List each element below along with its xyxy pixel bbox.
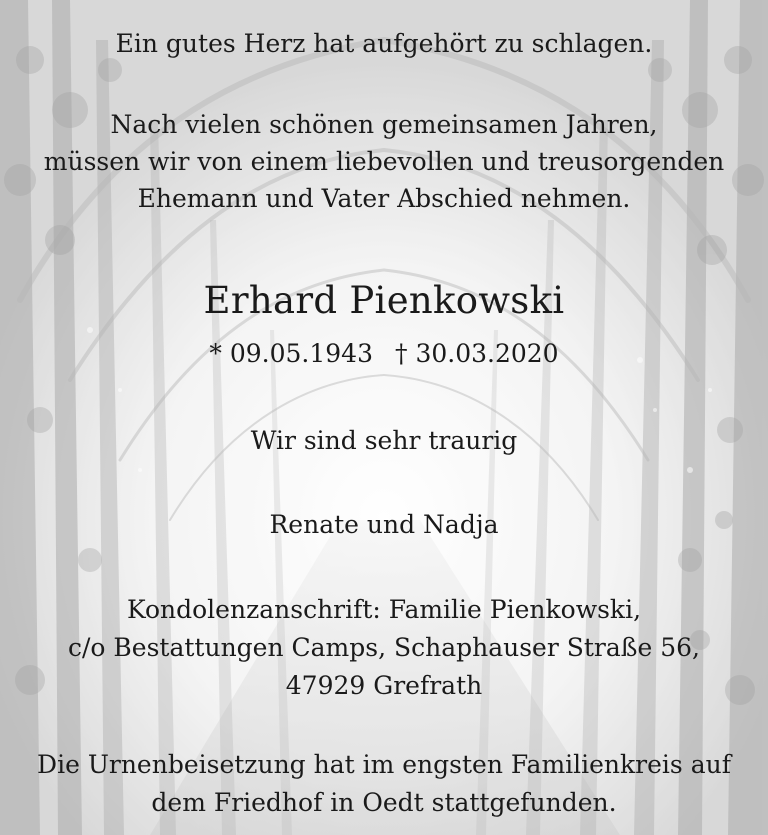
sentiment-line: Wir sind sehr traurig (250, 426, 518, 455)
birth-date: * 09.05.1943 (209, 339, 373, 368)
life-dates (0, 339, 768, 369)
opening-line: Ein gutes Herz hat aufgehört zu schlagen. (115, 29, 653, 58)
mourners-line: Renate und Nadja (269, 510, 499, 539)
burial-note-line-2: dem Friedhof in Oedt stattgefunden. (151, 788, 617, 817)
condolence-line-1: Kondolenzanschrift: Familie Pienkowski, (126, 595, 642, 624)
deceased-name: Erhard Pienkowski (203, 279, 565, 322)
condolence-line-3: 47929 Grefrath (285, 671, 483, 700)
farewell-line-3: Ehemann und Vater Abschied nehmen. (137, 184, 631, 213)
farewell-line-1: Nach vielen schönen gemeinsamen Jahren, (110, 110, 658, 139)
death-date: † 30.03.2020 (395, 339, 559, 368)
condolence-line-2: c/o Bestattungen Camps, Schaphauser Straße 56, (68, 633, 700, 662)
farewell-line-2: müssen wir von einem liebevollen und treusorgenden (43, 147, 725, 176)
burial-note-line-1: Die Urnenbeisetzung hat im engsten Familienkreis auf (37, 750, 731, 779)
